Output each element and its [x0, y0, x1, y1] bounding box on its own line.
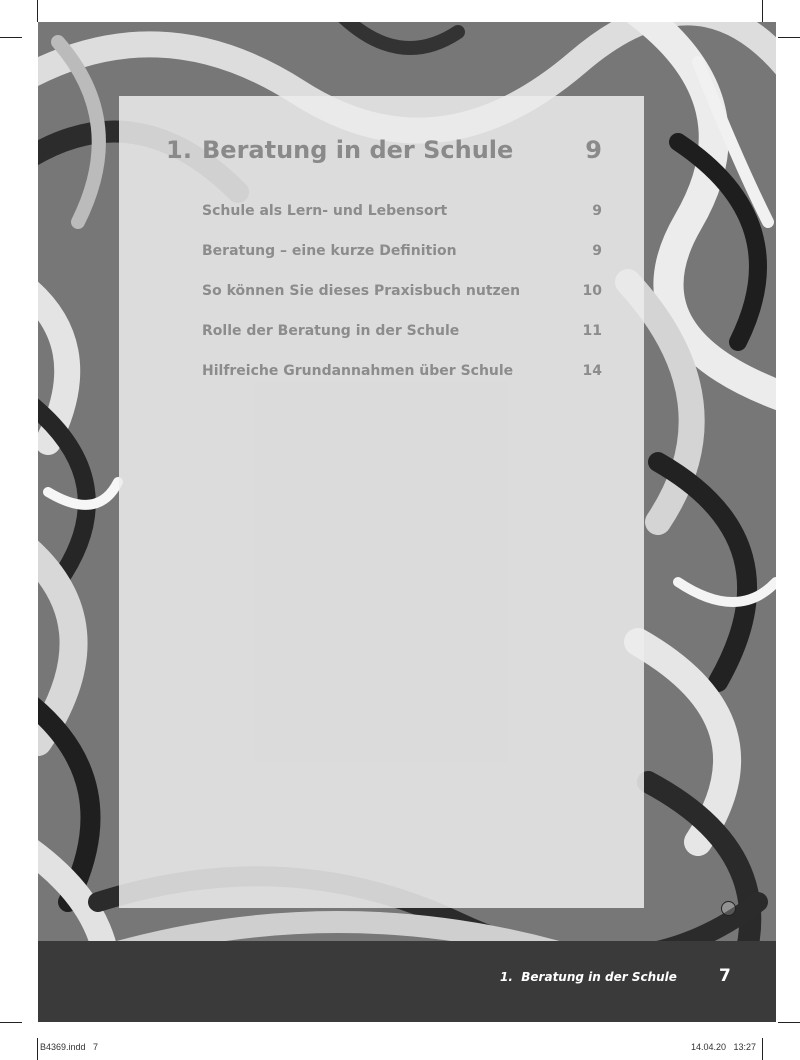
- toc-entry-title: Rolle der Beratung in der Schule: [202, 323, 460, 339]
- toc-entry[interactable]: [202, 243, 602, 283]
- toc-entry-page: 10: [582, 283, 602, 299]
- slug-file-info: B4369.indd 7: [40, 1042, 99, 1052]
- crop-mark: [762, 0, 763, 22]
- chapter-number: 1.: [166, 136, 193, 164]
- toc-entry[interactable]: [202, 203, 602, 243]
- chapter-title: Beratung in der Schule: [202, 136, 514, 164]
- toc-entry-title: Beratung – eine kurze Definition: [202, 243, 457, 259]
- toc-entry-page: 11: [582, 323, 602, 339]
- crop-mark: [778, 37, 800, 38]
- toc-entry-title: Hilfreiche Grundannahmen über Schule: [202, 363, 514, 379]
- crop-mark: [778, 1022, 800, 1023]
- toc-entry-page: 9: [592, 203, 602, 219]
- crop-mark: [762, 1038, 763, 1060]
- running-head: 1. Beratung in der Schule: [500, 970, 677, 984]
- crop-mark: [37, 0, 38, 22]
- crop-mark: [0, 37, 22, 38]
- toc-entry-title: Schule als Lern- und Lebensort: [202, 203, 448, 219]
- chapter-page-number: 9: [585, 136, 602, 164]
- toc-entry[interactable]: [202, 283, 602, 323]
- toc-entry-list: [202, 203, 602, 403]
- toc-entry-page: 9: [592, 243, 602, 259]
- slug-timestamp: 14.04.20 13:27: [690, 1042, 756, 1052]
- crop-mark: [37, 1038, 38, 1060]
- registration-circle-icon: [721, 901, 736, 916]
- toc-entry[interactable]: [202, 363, 602, 403]
- toc-entry-page: 14: [582, 363, 602, 379]
- crop-mark: [0, 1022, 22, 1023]
- page-number: 7: [719, 966, 731, 986]
- toc-entry-title: So können Sie dieses Praxisbuch nutzen: [202, 283, 521, 299]
- toc-entry[interactable]: [202, 323, 602, 363]
